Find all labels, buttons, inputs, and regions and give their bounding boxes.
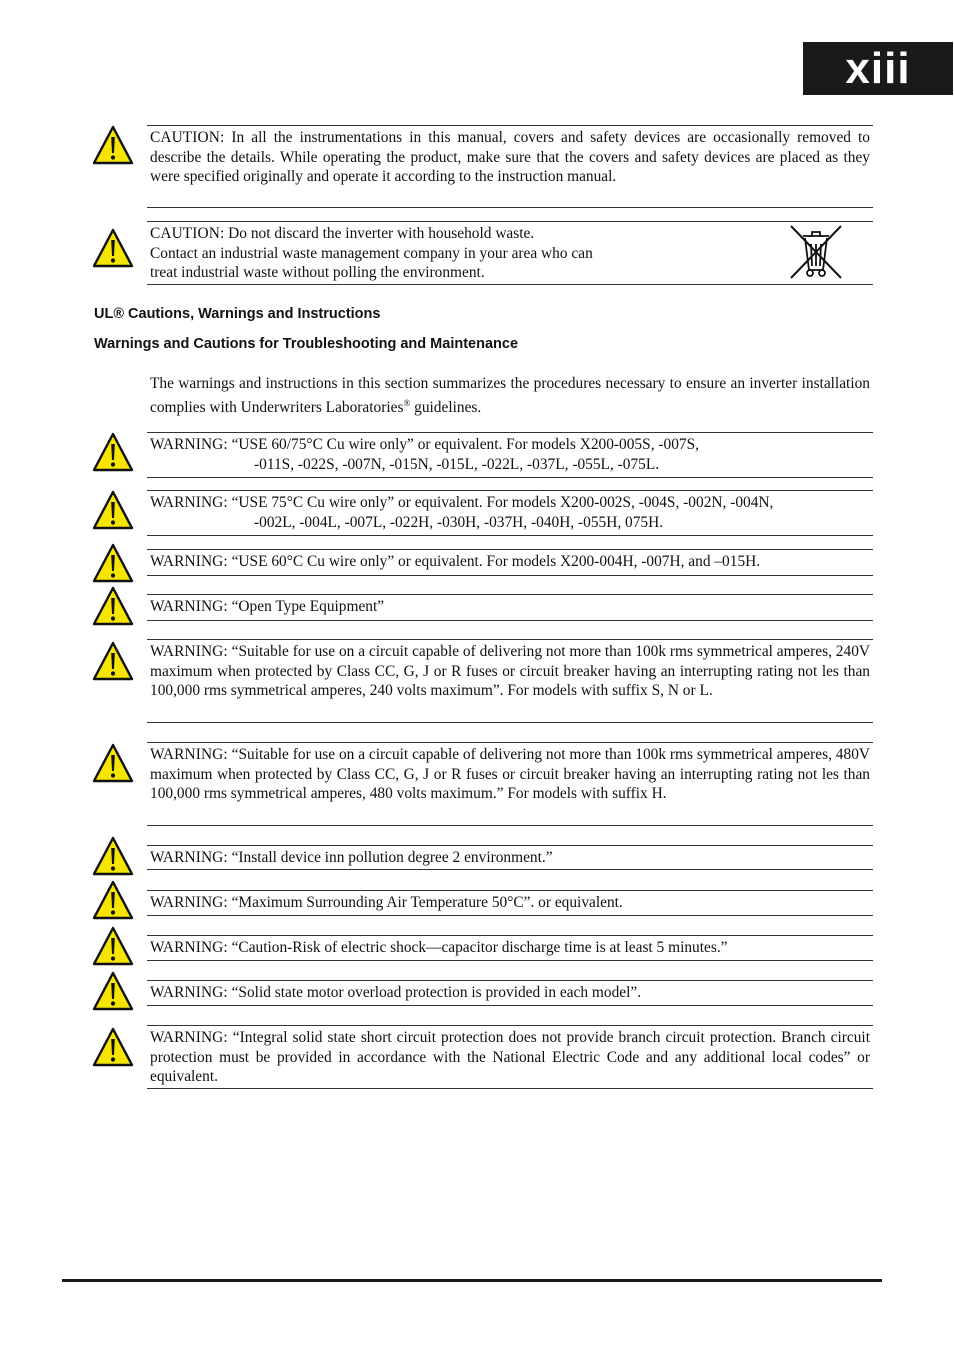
warning-label: WARNING: — [150, 1029, 228, 1046]
warning-box — [147, 639, 873, 723]
warning-text: -002L, -004L, -007L, -022H, -030H, -037H, -040H, -055H, 075H. — [254, 513, 664, 531]
caution-box — [147, 221, 873, 285]
caution-text: In all the instrumentations in this manual, covers and safety devices are occasionally removed to describe the details. While operating the product, make sure that the covers and safety devices are placed as they were specified originally and operate it according to the instruction manual. — [150, 129, 870, 185]
warning-triangle-icon — [92, 432, 134, 472]
caution-label: CAUTION: — [150, 129, 225, 146]
warning-box — [147, 845, 873, 870]
warning-triangle-icon — [92, 1027, 134, 1067]
warning-label: WARNING: — [150, 849, 228, 866]
warning-text: “Suitable for use on a circuit capable of delivering not more than 100k rms symmetrical amperes, 240V maximum when protected by Class CC, G, J or R fuses or circuit breaker having an interrupting rating not les than 100,000 rms symmetrical amperes, 240 volts maximum”. For models with suffix S, N or L. — [150, 643, 870, 699]
warning-box — [147, 890, 873, 916]
warning-box — [147, 980, 873, 1006]
warning-label: WARNING: — [150, 643, 228, 660]
warning-box — [147, 742, 873, 826]
warning-box — [147, 935, 873, 961]
warning-box — [147, 1025, 873, 1089]
warning-label: WARNING: — [150, 436, 228, 453]
warning-label: WARNING: — [150, 553, 228, 570]
warning-triangle-icon — [92, 971, 134, 1011]
warning-triangle-icon — [92, 490, 134, 530]
caution-text: Do not discard the inverter with household waste. — [224, 225, 535, 242]
warning-triangle-icon — [92, 543, 134, 583]
warning-text: “Caution-Risk of electric shock—capacitor discharge time is at least 5 minutes.” — [227, 939, 728, 956]
warning-label: WARNING: — [150, 746, 228, 763]
warning-label: WARNING: — [150, 494, 228, 511]
caution-text: treat industrial waste without polling the environment. — [150, 264, 485, 281]
warning-box — [147, 549, 873, 576]
warning-text: “Integral solid state short circuit protection does not provide branch circuit protection. Branch circuit protection must be provided in accordance with the National Electric Code and any additional local codes” or equivalent. — [150, 1029, 870, 1085]
warning-triangle-icon — [92, 228, 134, 268]
warning-label: WARNING: — [150, 894, 228, 911]
crossed-out-wheelie-bin-icon — [785, 222, 847, 282]
footer-rule — [62, 1279, 882, 1282]
intro-paragraph: The warnings and instructions in this section summarizes the procedures necessary to ensure an inverter installation complies with Underwriters Laboratories® guidelines. — [150, 375, 870, 416]
warning-label: WARNING: — [150, 598, 228, 615]
caution-box — [147, 125, 873, 208]
caution-label: CAUTION: — [150, 225, 225, 242]
warning-text: “Install device inn pollution degree 2 environment.” — [227, 849, 553, 866]
warning-triangle-icon — [92, 586, 134, 626]
section-heading-troubleshooting: Warnings and Cautions for Troubleshooting and Maintenance — [94, 336, 519, 352]
warning-triangle-icon — [92, 926, 134, 966]
warning-text: “USE 75°C Cu wire only” or equivalent. For models X200-002S, -004S, -002N, -004N, — [227, 494, 774, 511]
warning-triangle-icon — [92, 743, 134, 783]
warning-text: “Open Type Equipment” — [227, 598, 385, 615]
warning-text: “Suitable for use on a circuit capable of delivering not more than 100k rms symmetrical amperes, 480V maximum when protected by Class CC, G, J or R fuses or circuit breaker having an interrupting rating not les than 100,000 rms symmetrical amperes, 480 volts maximum.” For models with suffix H. — [150, 746, 870, 802]
warning-text: “USE 60°C Cu wire only” or equivalent. For models X200-004H, -007H, and –015H. — [227, 553, 761, 570]
warning-text: “Solid state motor overload protection is provided in each model”. — [227, 984, 642, 1001]
warning-box — [147, 594, 873, 621]
warning-box — [147, 490, 873, 536]
warning-box — [147, 432, 873, 478]
warning-text: “USE 60/75°C Cu wire only” or equivalent. For models X200-005S, -007S, — [227, 436, 700, 453]
warning-triangle-icon — [92, 880, 134, 920]
section-heading-ul: UL® Cautions, Warnings and Instructions — [94, 306, 381, 322]
warning-label: WARNING: — [150, 984, 228, 1001]
warning-triangle-icon — [92, 641, 134, 681]
warning-triangle-icon — [92, 836, 134, 876]
page-number-tab: xiii — [803, 42, 953, 95]
warning-label: WARNING: — [150, 939, 228, 956]
warning-text: “Maximum Surrounding Air Temperature 50°C”. or equivalent. — [227, 894, 623, 911]
warning-triangle-icon — [92, 125, 134, 165]
caution-text: Contact an industrial waste management company in your area who can — [150, 244, 593, 262]
warning-text: -011S, -022S, -007N, -015N, -015L, -022L, -037L, -055L, -075L. — [254, 455, 660, 473]
